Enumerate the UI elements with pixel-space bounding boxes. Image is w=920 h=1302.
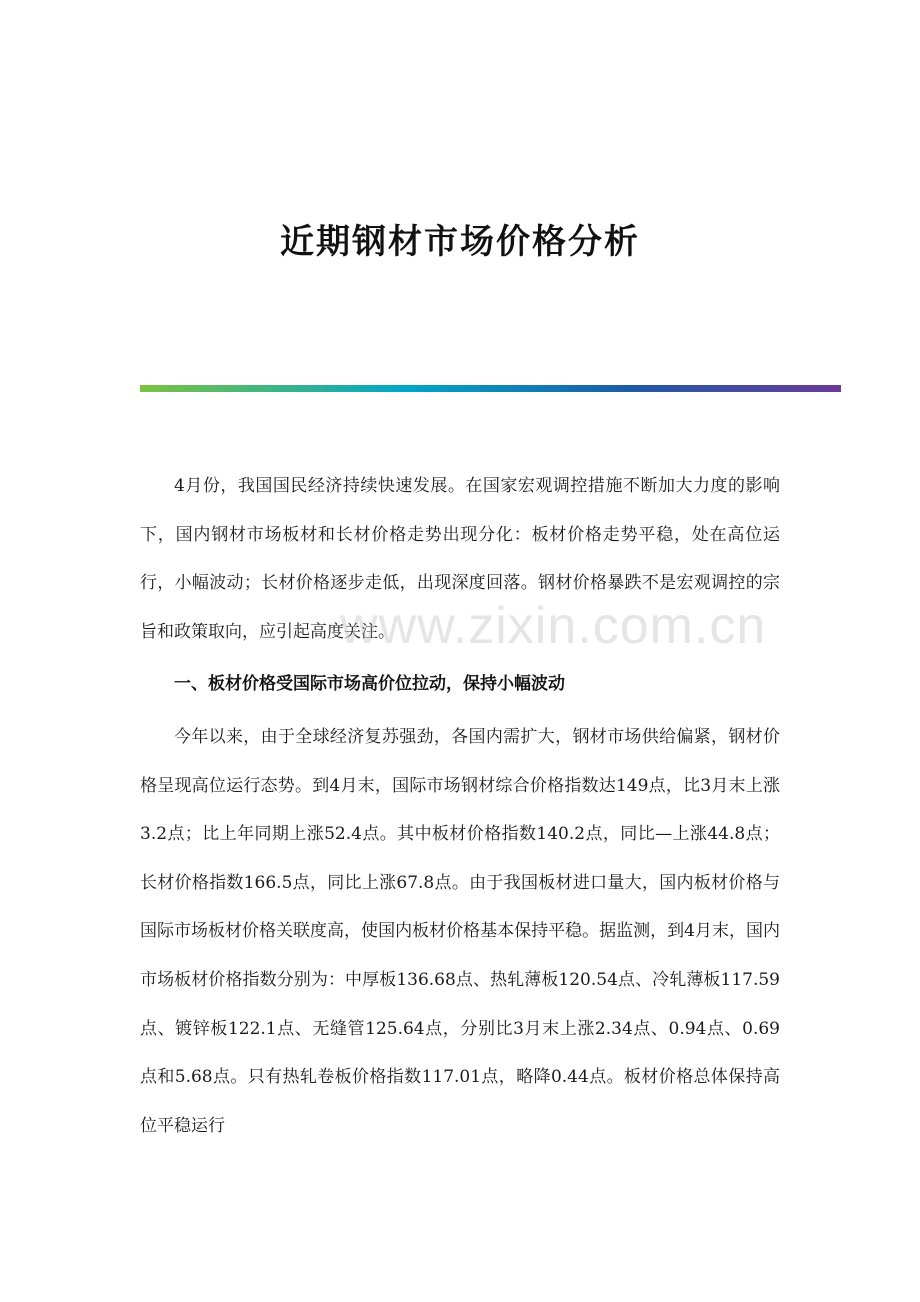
- section-1-paragraph: 今年以来，由于全球经济复苏强劲，各国内需扩大，钢材市场供给偏紧，钢材价格呈现高位运行态势。到4月末，国际市场钢材综合价格指数达149点，比3月末上涨3.2点；比上年同期上涨52.4点。其中板材价格指数140.2点，同比—上涨44.8点；长材价格指数166.5点，同比上涨67.8点。由于我国板材进口量大，国内板材价格与国际市场板材价格关联度高，使国内板材价格基本保持平稳。据监测，到4月末，国内市场板材价格指数分别为：中厚板136.68点、热轧薄板120.54点、冷轧薄板117.59点、镀锌板122.1点、无缝管125.64点，分别比3月末上涨2.34点、0.94点、0.69点和5.68点。只有热轧卷板价格指数117.01点，略降0.44点。板材价格总体保持高位平稳运行: [140, 726, 780, 1136]
- document-title: 近期钢材市场价格分析: [280, 222, 640, 262]
- watermark: www.zixin.com.cn: [340, 597, 767, 655]
- intro-paragraph: 4月份，我国国民经济持续快速发展。在国家宏观调控措施不断加大力度的影响下，国内钢材市场板材和长材价格走势出现分化：板材价格走势平稳，处在高位运行，小幅波动；长材价格逐步走低，出现深度回落。钢材价格暴跌不是宏观调控的宗旨和政策取向，应引起高度关注。: [140, 476, 780, 642]
- section-heading-1: 一、板材价格受国际市场高价位拉动，保持小幅波动: [174, 674, 565, 695]
- document-body: [140, 462, 780, 1150]
- title-gradient-rule: [140, 385, 841, 392]
